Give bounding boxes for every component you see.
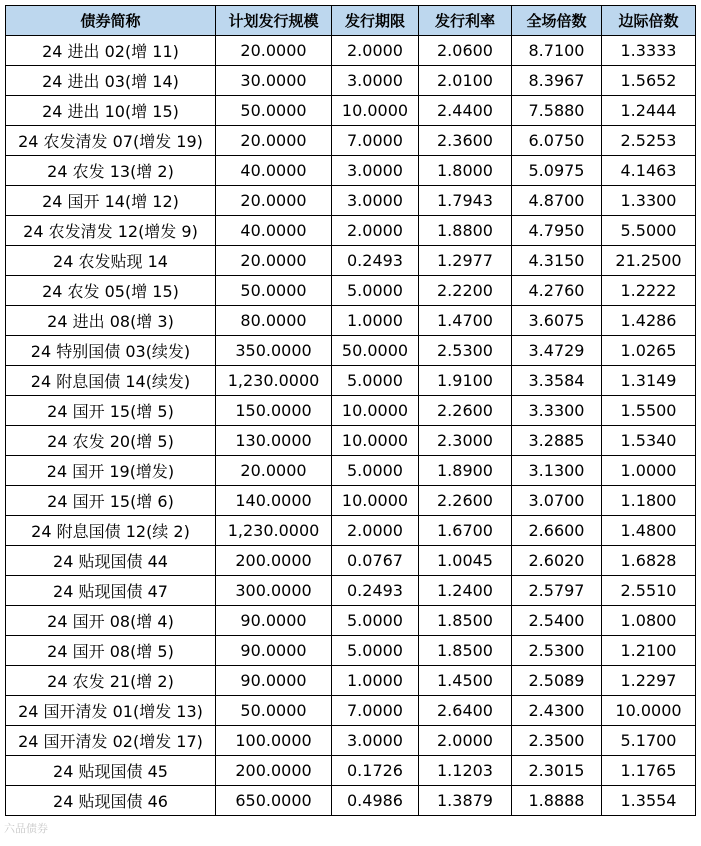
table-row [6,696,696,726]
cell-term: 0.1726 [332,756,419,786]
cell-rate: 1.4500 [419,666,512,696]
cell-marginal-multiple: 1.3333 [602,36,696,66]
cell-bond-name: 24 进出 02(增 11) [6,36,216,66]
cell-marginal-multiple: 1.1800 [602,486,696,516]
table-body [6,36,696,816]
cell-planned-size: 50.0000 [216,96,332,126]
cell-term: 0.0767 [332,546,419,576]
table-row [6,396,696,426]
cell-bond-name: 24 农发 13(增 2) [6,156,216,186]
cell-full-multiple: 8.7100 [512,36,602,66]
cell-full-multiple: 6.0750 [512,126,602,156]
header-term: 发行期限 [332,6,419,36]
cell-full-multiple: 3.4729 [512,336,602,366]
header-full-multiple: 全场倍数 [512,6,602,36]
table-row [6,786,696,816]
cell-rate: 1.9100 [419,366,512,396]
cell-planned-size: 150.0000 [216,396,332,426]
cell-full-multiple: 4.7950 [512,216,602,246]
cell-term: 10.0000 [332,486,419,516]
cell-planned-size: 100.0000 [216,726,332,756]
cell-planned-size: 50.0000 [216,696,332,726]
cell-full-multiple: 3.3584 [512,366,602,396]
table-row [6,186,696,216]
cell-term: 10.0000 [332,96,419,126]
cell-bond-name: 24 国开 08(增 5) [6,636,216,666]
cell-bond-name: 24 农发 21(增 2) [6,666,216,696]
cell-term: 5.0000 [332,276,419,306]
cell-rate: 1.4700 [419,306,512,336]
cell-marginal-multiple: 10.0000 [602,696,696,726]
table-row [6,516,696,546]
cell-rate: 1.8900 [419,456,512,486]
cell-bond-name: 24 特别国债 03(续发) [6,336,216,366]
cell-full-multiple: 3.3300 [512,396,602,426]
cell-marginal-multiple: 2.5253 [602,126,696,156]
table-row [6,126,696,156]
cell-full-multiple: 3.0700 [512,486,602,516]
cell-bond-name: 24 农发贴现 14 [6,246,216,276]
cell-marginal-multiple: 1.2444 [602,96,696,126]
cell-term: 0.2493 [332,246,419,276]
cell-term: 0.2493 [332,576,419,606]
cell-planned-size: 1,230.0000 [216,366,332,396]
table-row [6,366,696,396]
cell-bond-name: 24 国开 15(增 6) [6,486,216,516]
table-row [6,216,696,246]
cell-planned-size: 20.0000 [216,186,332,216]
cell-rate: 1.7943 [419,186,512,216]
cell-rate: 1.3879 [419,786,512,816]
table-row [6,96,696,126]
cell-bond-name: 24 农发清发 12(增发 9) [6,216,216,246]
cell-rate: 1.8800 [419,216,512,246]
table-row [6,66,696,96]
cell-rate: 2.3000 [419,426,512,456]
cell-planned-size: 650.0000 [216,786,332,816]
cell-rate: 1.2977 [419,246,512,276]
cell-term: 3.0000 [332,66,419,96]
cell-term: 10.0000 [332,396,419,426]
table-row [6,456,696,486]
cell-full-multiple: 1.8888 [512,786,602,816]
cell-planned-size: 20.0000 [216,126,332,156]
cell-bond-name: 24 国开 19(增发) [6,456,216,486]
cell-bond-name: 24 进出 03(增 14) [6,66,216,96]
cell-bond-name: 24 国开 14(增 12) [6,186,216,216]
header-rate: 发行利率 [419,6,512,36]
table-row [6,636,696,666]
cell-bond-name: 24 贴现国债 45 [6,756,216,786]
cell-planned-size: 1,230.0000 [216,516,332,546]
header-bond-name: 债券简称 [6,6,216,36]
cell-term: 7.0000 [332,696,419,726]
cell-planned-size: 140.0000 [216,486,332,516]
cell-rate: 1.0045 [419,546,512,576]
cell-term: 5.0000 [332,366,419,396]
cell-full-multiple: 2.5089 [512,666,602,696]
cell-rate: 2.5300 [419,336,512,366]
cell-rate: 2.6400 [419,696,512,726]
table-row [6,546,696,576]
cell-term: 5.0000 [332,636,419,666]
cell-full-multiple: 2.3500 [512,726,602,756]
cell-term: 50.0000 [332,336,419,366]
cell-planned-size: 40.0000 [216,216,332,246]
cell-bond-name: 24 进出 10(增 15) [6,96,216,126]
cell-marginal-multiple: 4.1463 [602,156,696,186]
table-row [6,276,696,306]
cell-planned-size: 90.0000 [216,606,332,636]
cell-rate: 1.6700 [419,516,512,546]
table-row [6,306,696,336]
cell-term: 2.0000 [332,36,419,66]
cell-bond-name: 24 附息国债 12(续 2) [6,516,216,546]
table-row [6,426,696,456]
cell-marginal-multiple: 1.3300 [602,186,696,216]
cell-marginal-multiple: 1.3149 [602,366,696,396]
cell-planned-size: 20.0000 [216,456,332,486]
cell-bond-name: 24 农发 20(增 5) [6,426,216,456]
cell-full-multiple: 3.1300 [512,456,602,486]
cell-full-multiple: 4.3150 [512,246,602,276]
cell-rate: 2.3600 [419,126,512,156]
cell-planned-size: 20.0000 [216,36,332,66]
cell-planned-size: 300.0000 [216,576,332,606]
cell-term: 5.0000 [332,606,419,636]
cell-marginal-multiple: 1.4286 [602,306,696,336]
cell-full-multiple: 2.5300 [512,636,602,666]
cell-full-multiple: 4.2760 [512,276,602,306]
cell-bond-name: 24 国开 08(增 4) [6,606,216,636]
cell-bond-name: 24 农发 05(增 15) [6,276,216,306]
cell-term: 3.0000 [332,726,419,756]
cell-full-multiple: 2.6020 [512,546,602,576]
cell-planned-size: 200.0000 [216,756,332,786]
cell-bond-name: 24 进出 08(增 3) [6,306,216,336]
table-row [6,486,696,516]
cell-marginal-multiple: 1.5340 [602,426,696,456]
cell-rate: 2.2600 [419,396,512,426]
cell-marginal-multiple: 1.5500 [602,396,696,426]
cell-rate: 2.2200 [419,276,512,306]
table-row [6,576,696,606]
cell-full-multiple: 4.8700 [512,186,602,216]
cell-marginal-multiple: 1.5652 [602,66,696,96]
cell-rate: 1.2400 [419,576,512,606]
cell-marginal-multiple: 1.0800 [602,606,696,636]
cell-planned-size: 90.0000 [216,666,332,696]
table-row [6,666,696,696]
cell-full-multiple: 3.2885 [512,426,602,456]
cell-bond-name: 24 国开清发 02(增发 17) [6,726,216,756]
cell-term: 7.0000 [332,126,419,156]
cell-full-multiple: 7.5880 [512,96,602,126]
table-row [6,36,696,66]
cell-full-multiple: 8.3967 [512,66,602,96]
cell-planned-size: 80.0000 [216,306,332,336]
cell-planned-size: 20.0000 [216,246,332,276]
cell-marginal-multiple: 2.5510 [602,576,696,606]
cell-term: 2.0000 [332,216,419,246]
table-row [6,336,696,366]
cell-rate: 2.2600 [419,486,512,516]
cell-term: 5.0000 [332,456,419,486]
cell-marginal-multiple: 5.1700 [602,726,696,756]
cell-rate: 1.8500 [419,606,512,636]
cell-bond-name: 24 贴现国债 47 [6,576,216,606]
header-marginal-multiple: 边际倍数 [602,6,696,36]
cell-bond-name: 24 农发清发 07(增发 19) [6,126,216,156]
cell-planned-size: 50.0000 [216,276,332,306]
table-row [6,726,696,756]
cell-planned-size: 90.0000 [216,636,332,666]
cell-full-multiple: 5.0975 [512,156,602,186]
cell-full-multiple: 3.6075 [512,306,602,336]
table-row [6,756,696,786]
cell-full-multiple: 2.5400 [512,606,602,636]
watermark: 六品债券 [4,822,48,835]
cell-rate: 2.0600 [419,36,512,66]
cell-planned-size: 200.0000 [216,546,332,576]
cell-term: 2.0000 [332,516,419,546]
cell-term: 1.0000 [332,306,419,336]
cell-marginal-multiple: 1.6828 [602,546,696,576]
cell-rate: 1.8500 [419,636,512,666]
cell-rate: 1.1203 [419,756,512,786]
cell-planned-size: 40.0000 [216,156,332,186]
cell-bond-name: 24 国开 15(增 5) [6,396,216,426]
cell-full-multiple: 2.4300 [512,696,602,726]
cell-rate: 1.8000 [419,156,512,186]
cell-planned-size: 350.0000 [216,336,332,366]
cell-marginal-multiple: 1.2297 [602,666,696,696]
cell-full-multiple: 2.3015 [512,756,602,786]
cell-term: 0.4986 [332,786,419,816]
table-header-row [6,6,696,36]
header-planned-size: 计划发行规模 [216,6,332,36]
cell-bond-name: 24 附息国债 14(续发) [6,366,216,396]
cell-marginal-multiple: 1.4800 [602,516,696,546]
cell-rate: 2.0100 [419,66,512,96]
cell-marginal-multiple: 21.2500 [602,246,696,276]
cell-marginal-multiple: 1.0000 [602,456,696,486]
cell-planned-size: 130.0000 [216,426,332,456]
cell-term: 1.0000 [332,666,419,696]
cell-bond-name: 24 国开清发 01(增发 13) [6,696,216,726]
cell-full-multiple: 2.6600 [512,516,602,546]
cell-term: 3.0000 [332,156,419,186]
table-row [6,156,696,186]
cell-term: 3.0000 [332,186,419,216]
cell-rate: 2.0000 [419,726,512,756]
cell-term: 10.0000 [332,426,419,456]
cell-marginal-multiple: 1.2100 [602,636,696,666]
cell-bond-name: 24 贴现国债 44 [6,546,216,576]
cell-rate: 2.4400 [419,96,512,126]
cell-marginal-multiple: 5.5000 [602,216,696,246]
cell-full-multiple: 2.5797 [512,576,602,606]
cell-marginal-multiple: 1.0265 [602,336,696,366]
cell-marginal-multiple: 1.1765 [602,756,696,786]
cell-planned-size: 30.0000 [216,66,332,96]
table-row [6,606,696,636]
cell-marginal-multiple: 1.3554 [602,786,696,816]
table-row [6,246,696,276]
cell-marginal-multiple: 1.2222 [602,276,696,306]
cell-bond-name: 24 贴现国债 46 [6,786,216,816]
bond-auction-table [5,5,696,816]
